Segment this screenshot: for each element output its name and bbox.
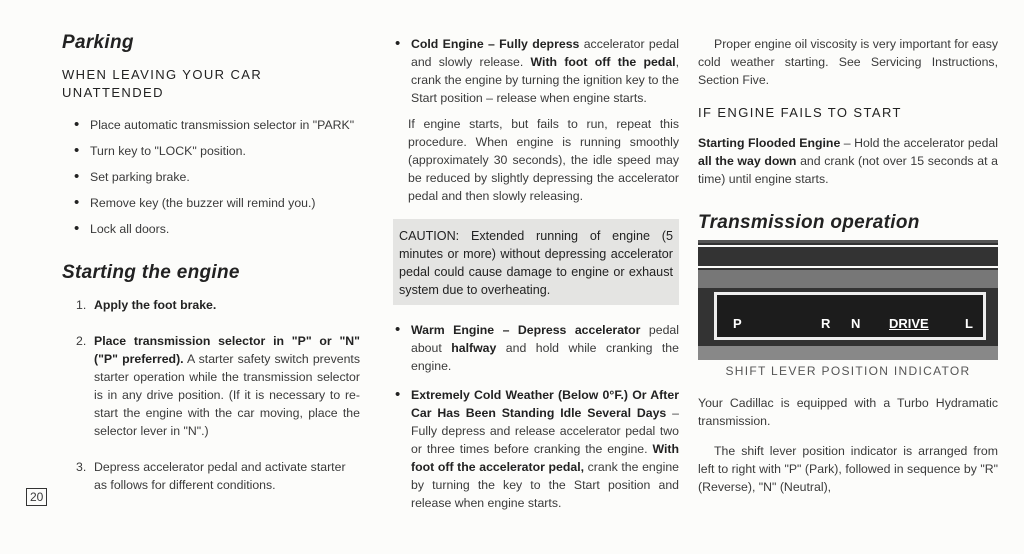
middle-column	[393, 0, 679, 512]
step-3: 3. Depress accelerator pedal and activate starter as follows for different conditions.	[76, 460, 346, 492]
parking-item: • Lock all doors.	[72, 220, 360, 238]
step-3-text: Depress accelerator pedal and activate starter as follows for different conditions.	[94, 460, 346, 492]
cold-engine-text-2: , crank the engine by turning the ignition key to the Start position – release when engine starts.	[411, 55, 679, 105]
starting-title: Starting the engine	[62, 262, 240, 283]
gear-display	[714, 292, 986, 340]
extreme-cold-text-2: crank the engine by turning the key to the Start position and release when engine starts.	[411, 460, 680, 510]
warm-engine-text: pedal about	[411, 323, 679, 355]
flooded-text: – Hold the accelerator pedal	[840, 136, 999, 150]
left-column	[62, 0, 360, 494]
page-number: 20	[26, 488, 47, 506]
cold-engine-bold-2: With foot off the pedal	[530, 55, 676, 69]
extreme-cold-bold-2: With foot off the accelerator pedal,	[411, 442, 679, 474]
caution-box: CAUTION: Extended running of engine (5 minutes or more) without depressing accelerator pedal could cause damage to engine or exhaust system due to overheating.	[393, 219, 679, 305]
figure-caption: SHIFT LEVER POSITION INDICATOR	[725, 364, 971, 378]
warm-engine-text-2: and hold while cranking the engine.	[411, 341, 679, 373]
gear-r: R	[821, 316, 831, 331]
shift-paragraph: The shift lever position indicator is arranged from left to right with "P" (Park), followed in sequence by "R" (Reverse), "N" (Neutral),	[698, 444, 998, 494]
cold-engine-text: accelerator pedal and slowly release.	[411, 37, 679, 69]
step-2-bold: Place transmission selector in "P" or "N" ("P" preferred).	[94, 334, 360, 366]
extreme-cold-item	[393, 386, 679, 512]
step-1: 1. Apply the foot brake.	[76, 298, 217, 312]
warm-engine-item	[393, 321, 679, 375]
repeat-paragraph: If engine starts, but fails to run, repeat this procedure. When engine is running smoothly (approximately 30 seconds), the idle speed may be reduced by slightly depressing the accelerator pedal and then slowly releasing.	[408, 117, 679, 203]
flooded-bold-2: all the way down	[698, 154, 797, 168]
gear-p: P	[733, 316, 742, 331]
warm-engine-bold: Warm Engine – Depress accelerator	[411, 323, 641, 337]
transmission-title: Transmission operation	[698, 212, 920, 233]
flooded-bold: Starting Flooded Engine	[698, 136, 841, 150]
parking-item: • Set parking brake.	[72, 168, 360, 186]
parking-title: Parking	[62, 32, 134, 53]
flooded-paragraph	[698, 134, 998, 188]
fails-heading: IF ENGINE FAILS TO START	[698, 105, 902, 120]
parking-item: • Place automatic transmission selector in "PARK"	[72, 116, 360, 134]
gear-n: N	[851, 316, 861, 331]
parking-item: • Turn key to "LOCK" position.	[72, 142, 360, 160]
leaving-heading: WHEN LEAVING YOUR CAR UNATTENDED	[62, 67, 263, 100]
cold-engine-item	[393, 35, 679, 107]
gear-l: L	[965, 316, 973, 331]
cold-engine-bold: Cold Engine – Fully depress	[411, 37, 580, 51]
step-1-text: Apply the foot brake.	[94, 298, 217, 312]
step-2-text: A starter safety switch prevents starter operation while the transmission selector is in any drive position. (If it is necessary to re-start the engine with the car moving, place the selector lever in "N".)	[94, 352, 360, 438]
extreme-cold-text: – Fully depress and release accelerator pedal two or three times before cranking the engine.	[411, 406, 679, 456]
turbo-paragraph: Your Cadillac is equipped with a Turbo Hydramatic transmission.	[698, 396, 998, 428]
right-column	[698, 0, 998, 496]
flooded-text-2: and crank (not over 15 seconds at a time) until engine starts.	[698, 154, 998, 186]
extreme-cold-bold: Extremely Cold Weather (Below 0°F.) Or After Car Has Been Standing Idle Several Days	[411, 388, 679, 420]
oil-paragraph: Proper engine oil viscosity is very important for easy cold weather starting. See Servicing Instructions, Section Five.	[698, 37, 998, 87]
shift-indicator-image	[698, 240, 998, 360]
gear-drive: DRIVE	[889, 316, 929, 331]
step-2: 2. Place transmission selector in "P" or "N" ("P" preferred). A starter safety switch prevents starter operation while the transmission selector is in any drive position. (If it is necessary to re-start the engine with the car moving, place the selector lever in "N".)	[76, 334, 360, 438]
parking-item: • Remove key (the buzzer will remind you.)	[72, 194, 360, 212]
warm-engine-bold-2: halfway	[451, 341, 497, 355]
